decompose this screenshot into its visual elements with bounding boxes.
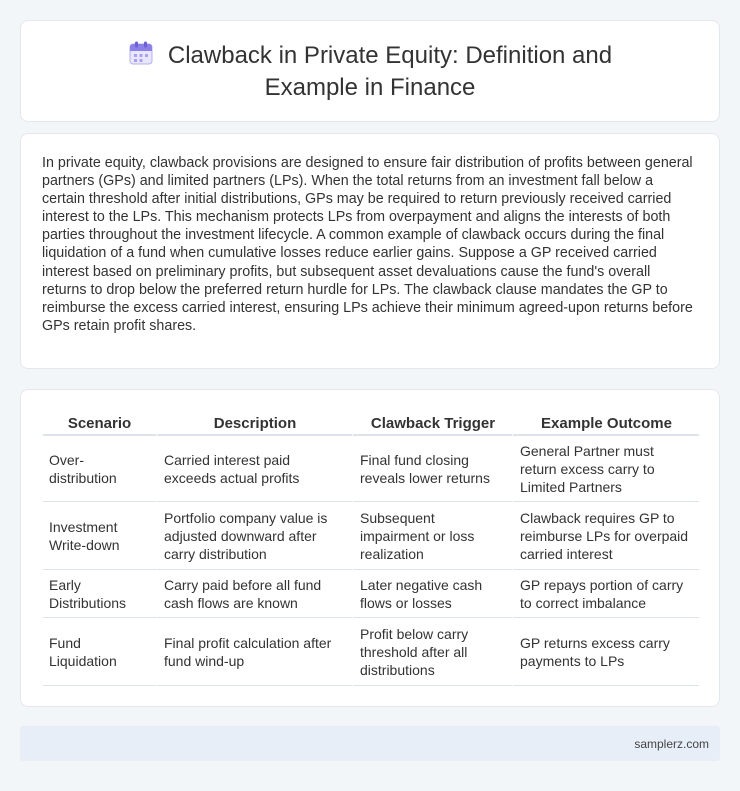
table-cell: Final fund closing reveals lower returns — [352, 436, 512, 502]
table-row — [43, 502, 699, 570]
table-cell: Later negative cash flows or losses — [352, 570, 512, 618]
table-cell: Portfolio company value is adjusted downward after carry distribution — [156, 502, 352, 570]
title-card — [20, 20, 720, 122]
table-cell: Over-distribution — [43, 436, 156, 502]
clawback-table — [43, 410, 699, 686]
table-row — [43, 618, 699, 686]
table-row — [43, 570, 699, 618]
table-cell: General Partner must return excess carry to Limited Partners — [512, 436, 699, 502]
table-cell: Subsequent impairment or loss realization — [352, 502, 512, 570]
table-cell: Fund Liquidation — [43, 618, 156, 686]
column-header: Example Outcome — [512, 410, 699, 436]
title-wrap — [81, 40, 659, 102]
table-header-row — [43, 410, 699, 436]
column-header: Clawback Trigger — [352, 410, 512, 436]
column-header: Description — [156, 410, 352, 436]
table-cell: GP repays portion of carry to correct imbalance — [512, 570, 699, 618]
table-cell: Final profit calculation after fund wind-up — [156, 618, 352, 686]
table-cell: Carry paid before all fund cash flows are known — [156, 570, 352, 618]
footer-bar — [20, 726, 720, 761]
intro-card — [20, 133, 720, 369]
table-row — [43, 436, 699, 502]
column-header: Scenario — [43, 410, 156, 436]
table-cell: Profit below carry threshold after all distributions — [352, 618, 512, 686]
table-cell: Early Distributions — [43, 570, 156, 618]
page-title: Clawback in Private Equity: Definition and Example in Finance — [167, 42, 613, 101]
footer-source[interactable]: samplerz.com — [634, 736, 709, 751]
intro-paragraph: In private equity, clawback provisions are designed to ensure fair distribution of profits between general partners (GPs) and limited partners (LPs). When the total returns from an investment fall below a certain threshold after initial distributions, GPs may be required to return previously received carried interest to the LPs. This mechanism protects LPs from overpayment and aligns the interests of both parties throughout the investment lifecycle. A common example of clawback occurs during the final liquidation of a fund when cumulative losses reduce earlier gains. Suppose a GP received carried interest based on preliminary profits, but subsequent asset devaluations cause the fund's overall returns to drop below the preferred return hurdle for LPs. The clawback clause mandates the GP to reimburse the excess carried interest, ensuring LPs achieve their minimum agreed-upon returns before GPs retain profit shares. — [42, 155, 693, 334]
table-cell: Clawback requires GP to reimburse LPs for overpaid carried interest — [512, 502, 699, 570]
table-cell: Carried interest paid exceeds actual profits — [156, 436, 352, 502]
table-cell: GP returns excess carry payments to LPs — [512, 618, 699, 686]
calendar-icon — [128, 40, 154, 73]
table-cell: Investment Write-down — [43, 502, 156, 570]
table-card — [20, 389, 720, 707]
